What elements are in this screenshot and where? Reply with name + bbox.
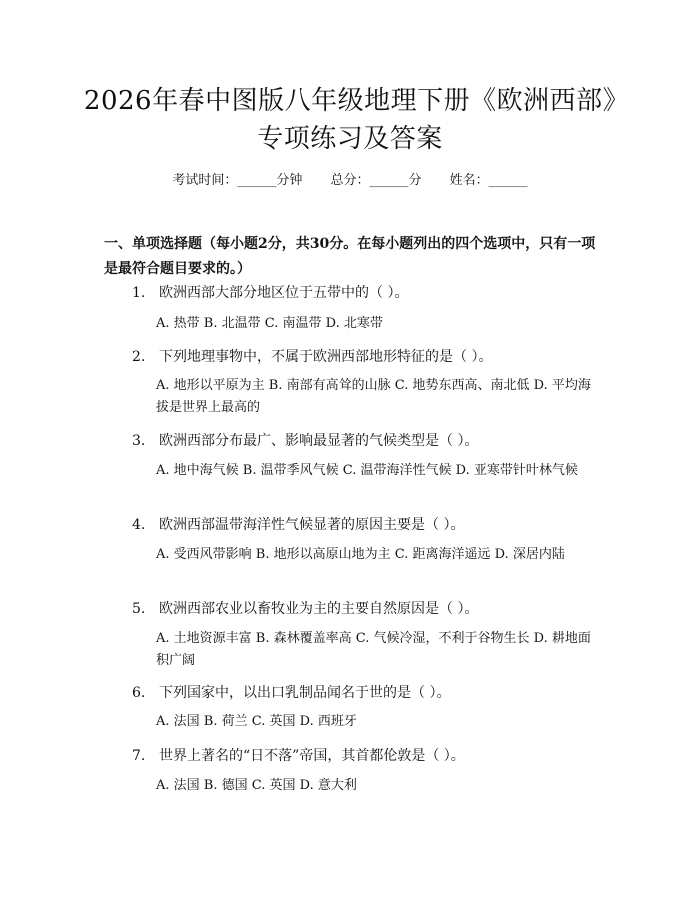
question-3 bbox=[132, 430, 478, 450]
total-score-field: 总分：______分 bbox=[330, 173, 422, 188]
question-number: 7. bbox=[132, 748, 146, 764]
question-2-options bbox=[104, 375, 597, 419]
question-number: 4. bbox=[132, 517, 146, 533]
question-number: 1. bbox=[132, 285, 146, 301]
page-title: 2026年春中图版八年级地理下册《欧洲西部》专项练习及答案 bbox=[83, 86, 617, 154]
options-text: A. 地中海气候 B. 温带季风气候 C. 温带海洋性气候 D. 亚寒带针叶林气候 bbox=[156, 463, 578, 478]
question-1 bbox=[132, 282, 408, 302]
question-text: 下列国家中，以出口乳制品闻名于世的是（ ）。 bbox=[159, 685, 451, 701]
student-name-field: 姓名：______ bbox=[449, 173, 528, 188]
question-text: 下列地理事物中，不属于欧洲西部地形特征的是（ ）。 bbox=[159, 349, 493, 365]
question-text: 欧洲西部分布最广、影响最显著的气候类型是（ ）。 bbox=[159, 433, 479, 449]
exam-info bbox=[0, 169, 700, 188]
section-heading: 一、单项选择题（每小题2分，共30分。在每小题列出的四个选项中，只有一项是最符合题目要求的。） bbox=[104, 236, 596, 277]
options-text: A. 热带 B. 北温带 C. 南温带 D. 北寒带 bbox=[156, 316, 383, 331]
question-text: 欧洲西部农业以畜牧业为主的主要自然原因是（ ）。 bbox=[159, 601, 479, 617]
options-text: A. 地形以平原为主 B. 南部有高耸的山脉 C. 地势东西高、南北低 D. 平均海拔是世界上最高的 bbox=[156, 378, 591, 415]
question-4 bbox=[132, 514, 464, 534]
question-text: 欧洲西部大部分地区位于五带中的（ ）。 bbox=[159, 285, 409, 301]
question-3-options bbox=[104, 460, 597, 482]
question-text: 世界上著名的“日不落”帝国，其首都伦敦是（ ）。 bbox=[159, 748, 465, 764]
question-number: 5. bbox=[132, 601, 146, 617]
question-5-options bbox=[104, 628, 597, 672]
question-6 bbox=[132, 682, 450, 702]
question-number: 3. bbox=[132, 433, 146, 449]
question-4-options bbox=[104, 544, 597, 566]
question-6-options bbox=[104, 711, 597, 733]
question-number: 6. bbox=[132, 685, 146, 701]
exam-time-field: 考试时间：______分钟 bbox=[172, 173, 303, 188]
options-text: A. 法国 B. 荷兰 C. 英国 D. 西班牙 bbox=[156, 714, 357, 729]
question-number: 2. bbox=[132, 349, 146, 365]
question-2 bbox=[132, 346, 492, 366]
question-7 bbox=[132, 745, 465, 765]
options-text: A. 土地资源丰富 B. 森林覆盖率高 C. 气候冷湿，不利于谷物生长 D. 耕地面积广阔 bbox=[156, 631, 591, 668]
options-text: A. 受西风带影响 B. 地形以高原山地为主 C. 距离海洋遥远 D. 深居内陆 bbox=[156, 547, 565, 562]
question-7-options bbox=[104, 775, 597, 797]
options-text: A. 法国 B. 德国 C. 英国 D. 意大利 bbox=[156, 778, 357, 793]
question-1-options bbox=[104, 313, 597, 335]
question-text: 欧洲西部温带海洋性气候显著的原因主要是（ ）。 bbox=[159, 517, 465, 533]
question-5 bbox=[132, 598, 478, 618]
